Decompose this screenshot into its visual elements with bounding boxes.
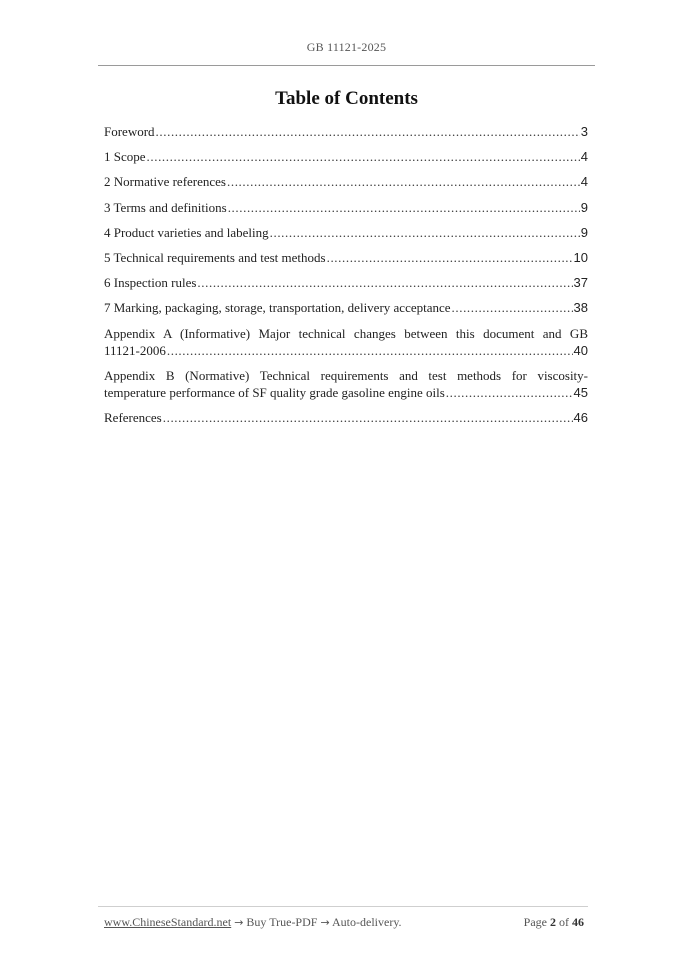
toc-entry-label-line2: 11121-2006 — [104, 342, 166, 358]
toc-entry-label: 2 Normative references — [104, 174, 226, 190]
dot-leader — [228, 199, 580, 216]
toc-entry-references[interactable] — [104, 409, 588, 426]
toc-entry-label: 5 Technical requirements and test methods — [104, 249, 326, 265]
toc-entry-label-line1: Appendix A (Informative) Major technical changes between this document and GB — [104, 325, 588, 341]
toc-entry-product-varieties[interactable] — [104, 224, 588, 241]
page-footer — [104, 915, 584, 930]
header-divider — [98, 65, 595, 66]
dot-leader — [147, 148, 580, 165]
of-word: of — [559, 915, 569, 929]
toc-entry-scope[interactable] — [104, 148, 588, 165]
toc-entry-terms-definitions[interactable] — [104, 199, 588, 216]
current-page-number: 2 — [550, 915, 556, 929]
toc-entry-page: 46 — [573, 409, 588, 425]
toc-entry-label-line1: Appendix B (Normative) Technical requirements and test methods for viscosity- — [104, 367, 588, 383]
toc-entry-label: 4 Product varieties and labeling — [104, 224, 269, 240]
toc-entry-last-line — [104, 342, 588, 359]
dot-leader — [446, 384, 573, 401]
dot-leader — [270, 224, 580, 241]
toc-entry-technical-requirements[interactable] — [104, 249, 588, 266]
buy-pdf-link[interactable]: Buy True-PDF — [246, 915, 318, 929]
total-pages-number: 46 — [572, 915, 584, 929]
toc-entry-page: 37 — [573, 275, 588, 291]
toc-entry-page: 4 — [580, 149, 588, 165]
toc-entry-page: 10 — [573, 249, 588, 265]
toc-entry-label: 7 Marking, packaging, storage, transportation, delivery acceptance — [104, 300, 451, 316]
toc-entry-page: 3 — [580, 124, 588, 139]
dot-leader — [452, 299, 573, 316]
page-word: Page — [523, 915, 547, 929]
toc-entry-last-line — [104, 384, 588, 401]
toc-entry-appendix-b[interactable] — [104, 367, 588, 401]
toc-title: Table of Contents — [275, 88, 418, 109]
footer-divider — [98, 906, 588, 907]
site-link[interactable]: www.ChineseStandard.net — [104, 915, 232, 929]
toc-entry-label: References — [104, 409, 162, 425]
dot-leader — [197, 274, 572, 291]
toc-entry-page: 45 — [573, 384, 588, 400]
toc-entry-page: 9 — [580, 224, 588, 240]
toc-entry-normative-references[interactable] — [104, 173, 588, 190]
page-indicator — [524, 915, 584, 930]
toc-entry-page: 40 — [573, 342, 588, 358]
toc-entry-marking-packaging[interactable] — [104, 299, 588, 316]
toc-entry-inspection-rules[interactable] — [104, 274, 588, 291]
toc-entry-label: 3 Terms and definitions — [104, 199, 227, 215]
toc-entry-page: 9 — [580, 199, 588, 215]
dot-leader — [167, 342, 573, 359]
delivery-text: Auto-delivery. — [332, 915, 402, 929]
toc-entry-label: Foreword — [104, 124, 155, 139]
toc-entry-foreword[interactable] — [104, 123, 588, 140]
dot-leader — [156, 123, 580, 140]
toc-entry-page: 38 — [573, 300, 588, 316]
dot-leader — [227, 173, 580, 190]
toc-list — [104, 123, 588, 434]
toc-entry-label: 1 Scope — [104, 149, 146, 165]
dot-leader — [163, 409, 573, 426]
dot-leader — [327, 249, 573, 266]
toc-entry-label-line2: temperature performance of SF quality grade gasoline engine oils — [104, 384, 445, 400]
toc-entry-page: 4 — [580, 174, 588, 190]
toc-entry-label: 6 Inspection rules — [104, 275, 197, 291]
running-header: GB 11121-2025 — [306, 40, 387, 54]
footer-left — [104, 915, 402, 930]
toc-entry-appendix-a[interactable] — [104, 325, 588, 359]
right-arrow-icon: → — [234, 916, 244, 929]
right-arrow-icon: → — [320, 916, 330, 929]
